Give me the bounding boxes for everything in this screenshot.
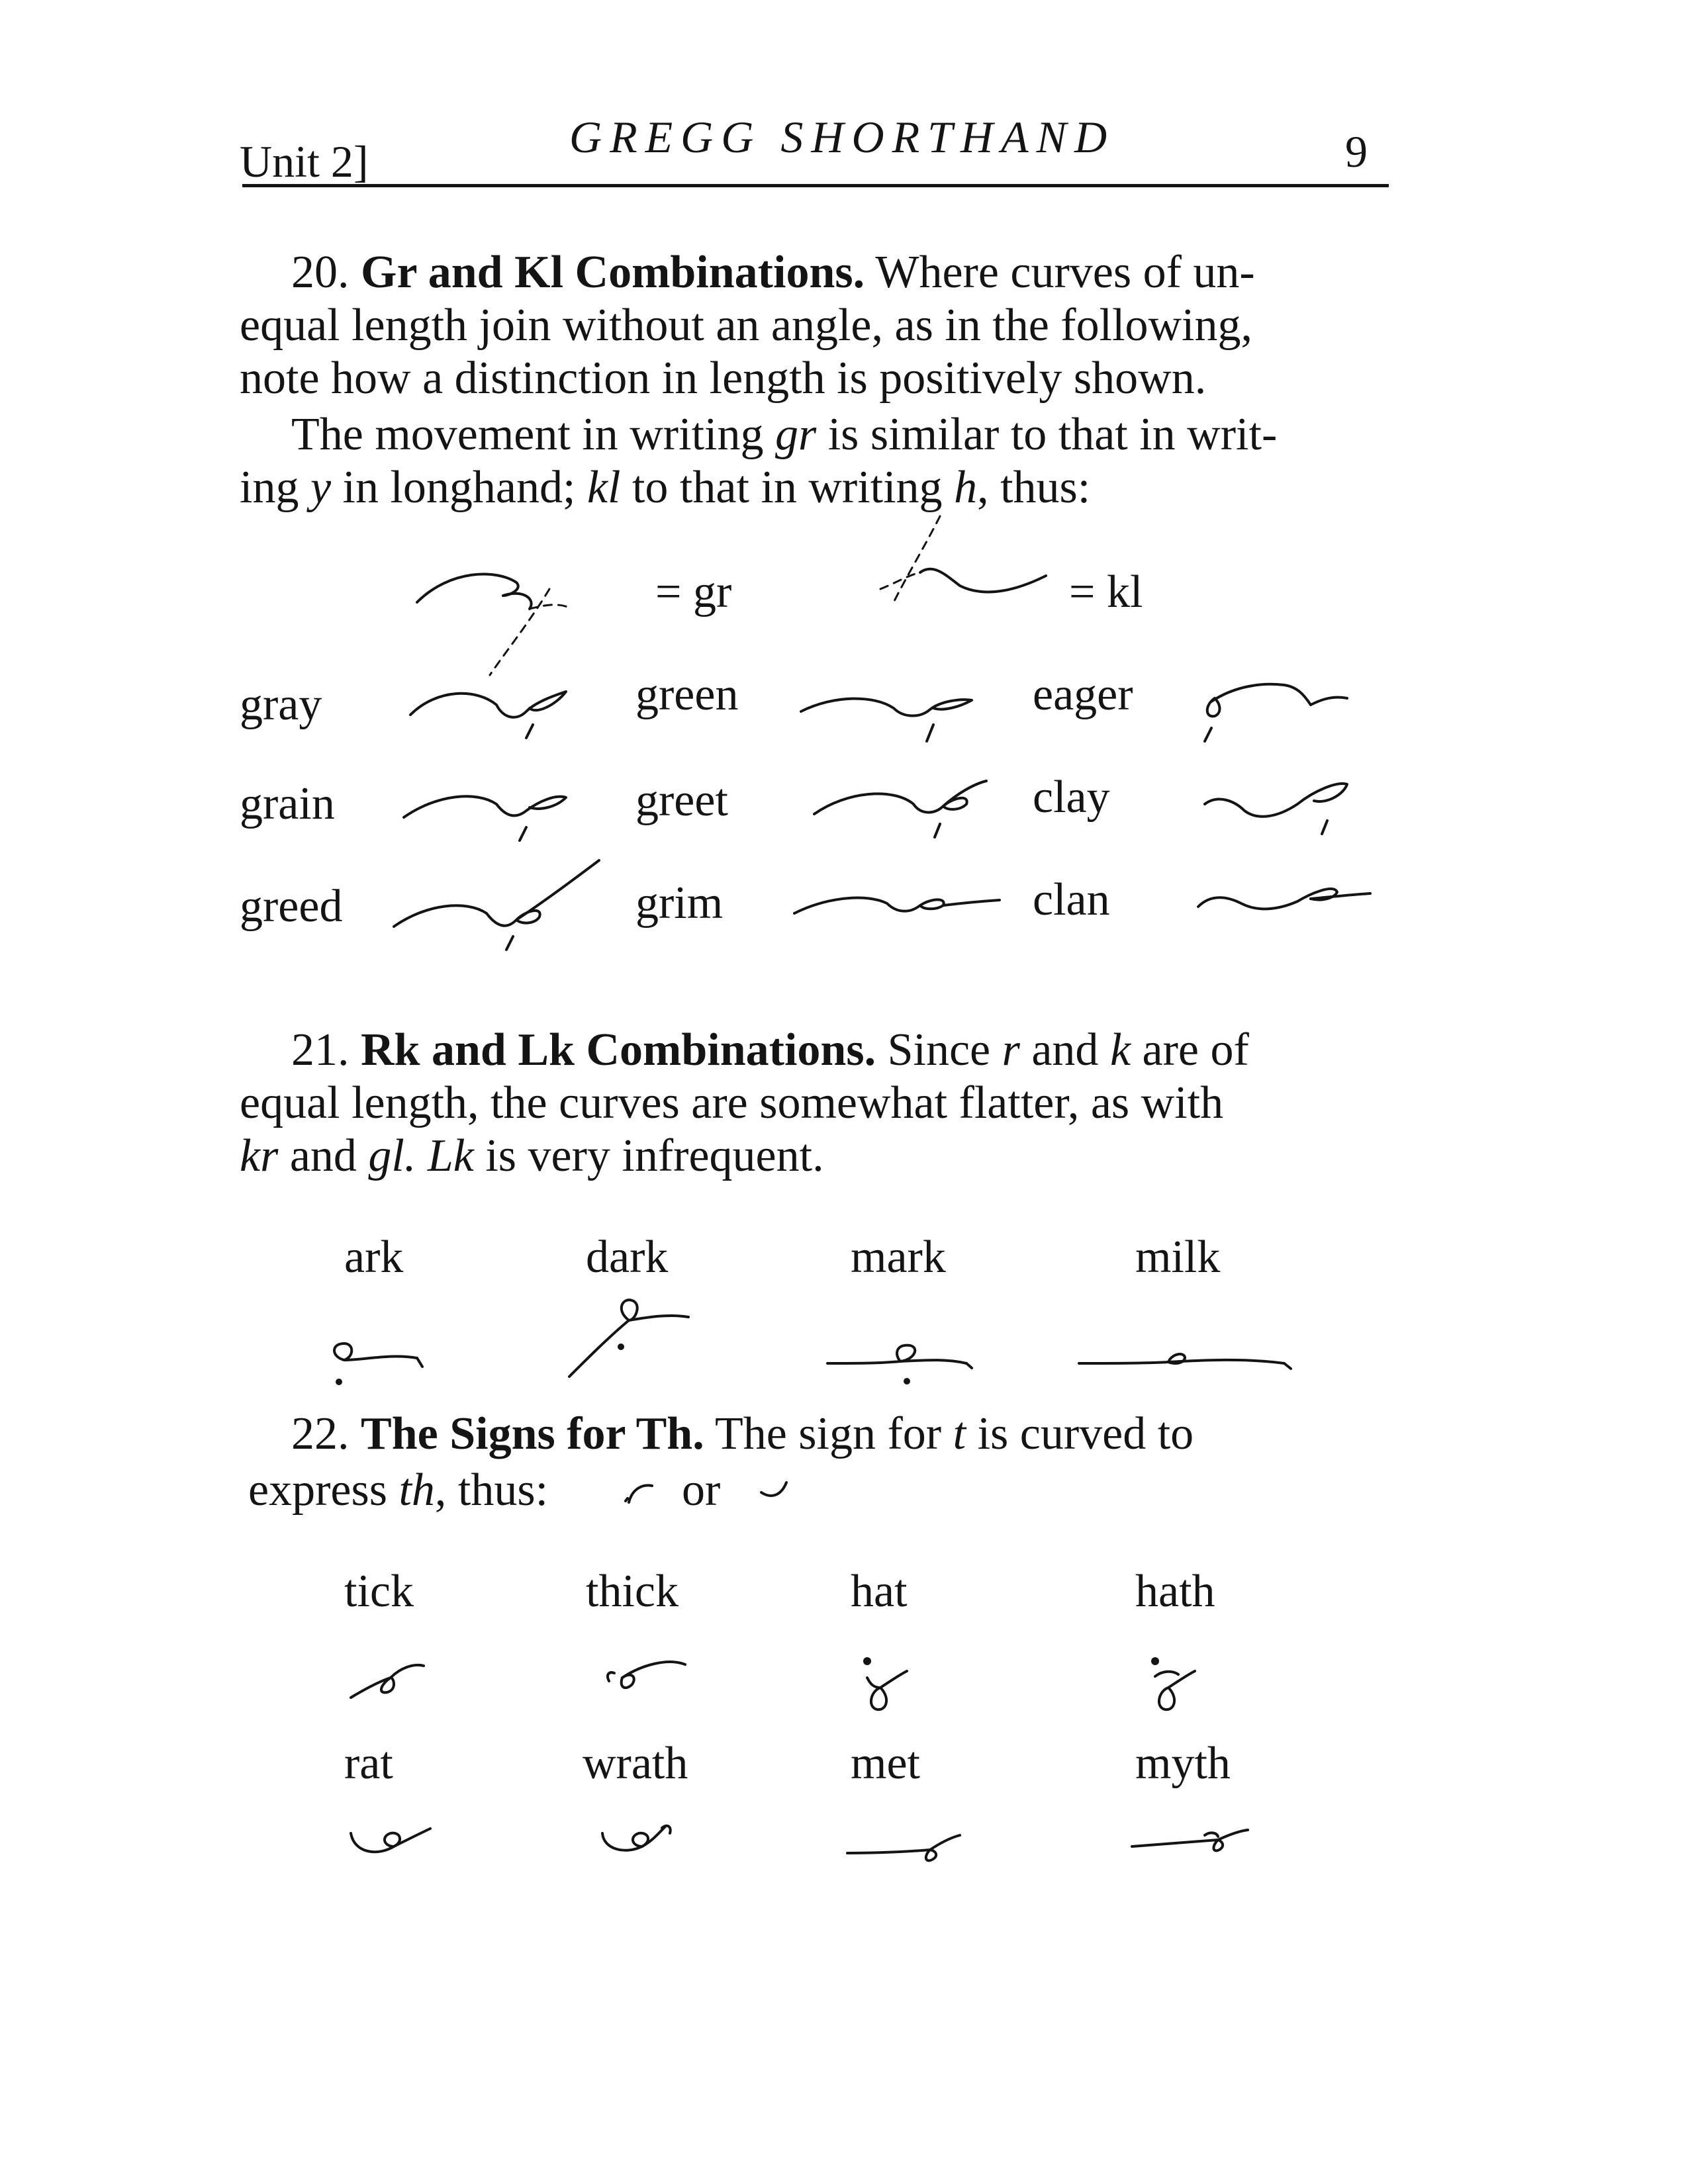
shorthand-gray-icon: [404, 668, 576, 741]
word-hath: hath: [1135, 1566, 1215, 1617]
word-greed: greed: [240, 881, 343, 932]
section-20-line-2: equal length join without an angle, as in the following,: [240, 300, 1252, 351]
shorthand-wrath-icon: [596, 1813, 695, 1873]
section-21-number: 21.: [291, 1024, 350, 1075]
section-20-line-1: 20. Gr and Kl Combinations. Where curves of un-: [291, 247, 1255, 298]
section-20-line-3: note how a distinction in length is positively shown.: [240, 353, 1207, 404]
th-or-label: or: [682, 1465, 721, 1516]
word-grim: grim: [635, 878, 724, 929]
equals-kl: = kl: [1069, 567, 1143, 617]
word-clan: clan: [1033, 874, 1110, 925]
shorthand-hath-icon: [1142, 1651, 1208, 1724]
section-20-heading: Gr and Kl Combinations.: [361, 247, 865, 298]
section-20-line-5: ing y in longhand; kl to that in writing h, thus:: [240, 462, 1091, 513]
shorthand-clan-icon: [1192, 867, 1377, 920]
shorthand-thick-icon: [596, 1648, 695, 1707]
word-wrath: wrath: [583, 1738, 688, 1789]
section-21-line-3: kr and gl. Lk is very infrequent.: [240, 1130, 824, 1181]
section-22-heading: The Signs for Th.: [361, 1408, 704, 1459]
kl-longhand-h-icon: [861, 510, 1059, 615]
th-sign-left-icon: [622, 1476, 662, 1509]
word-mark: mark: [851, 1232, 946, 1283]
shorthand-ark-icon: [324, 1330, 444, 1403]
th-sign-right-icon: [755, 1473, 794, 1506]
shorthand-met-icon: [841, 1823, 973, 1870]
word-thick: thick: [586, 1566, 679, 1617]
word-clay: clay: [1033, 772, 1110, 823]
shorthand-dark-icon: [556, 1291, 702, 1396]
word-myth: myth: [1135, 1738, 1231, 1789]
word-met: met: [851, 1738, 920, 1789]
shorthand-grim-icon: [788, 874, 1006, 927]
word-milk: milk: [1135, 1232, 1221, 1283]
shorthand-greet-icon: [808, 768, 1000, 841]
shorthand-clay-icon: [1198, 764, 1370, 844]
shorthand-grain-icon: [397, 771, 576, 844]
section-21-heading: Rk and Lk Combinations.: [361, 1024, 876, 1075]
shorthand-myth-icon: [1125, 1817, 1258, 1863]
word-grain: grain: [240, 778, 335, 829]
unit-label: Unit 2]: [240, 136, 369, 187]
running-title: GREGG SHORTHAND: [569, 112, 1115, 162]
shorthand-hat-icon: [854, 1651, 920, 1724]
word-eager: eager: [1033, 669, 1133, 720]
word-dark: dark: [586, 1232, 669, 1283]
word-ark: ark: [344, 1232, 404, 1283]
section-21-line-1: 21. Rk and Lk Combinations. Since r and k are of: [291, 1024, 1249, 1075]
shorthand-greed-icon: [387, 847, 606, 953]
word-rat: rat: [344, 1738, 393, 1789]
section-22-line-2: express th, thus:: [248, 1465, 549, 1516]
word-green: green: [635, 669, 739, 720]
shorthand-mark-icon: [821, 1327, 993, 1400]
word-hat: hat: [851, 1566, 908, 1617]
word-greet: greet: [635, 775, 728, 826]
section-21-line-2: equal length, the curves are somewhat flatter, as with: [240, 1077, 1224, 1128]
section-20-line-4: The movement in writing gr is similar to that in writ-: [291, 409, 1278, 460]
shorthand-green-icon: [794, 675, 980, 748]
shorthand-milk-icon: [1072, 1337, 1304, 1383]
shorthand-eager-icon: [1185, 668, 1357, 741]
section-22-number: 22.: [291, 1408, 350, 1459]
section-22-line-1: 22. The Signs for Th. The sign for t is curved to: [291, 1408, 1194, 1459]
gr-longhand-y-icon: [410, 543, 629, 688]
shorthand-rat-icon: [344, 1817, 444, 1870]
page-number: 9: [1345, 126, 1368, 177]
section-20-number: 20.: [291, 247, 350, 298]
word-tick: tick: [344, 1566, 414, 1617]
header-rule: [242, 184, 1389, 187]
word-gray: gray: [240, 679, 322, 730]
shorthand-tick-icon: [344, 1651, 430, 1711]
equals-gr: = gr: [655, 567, 732, 617]
